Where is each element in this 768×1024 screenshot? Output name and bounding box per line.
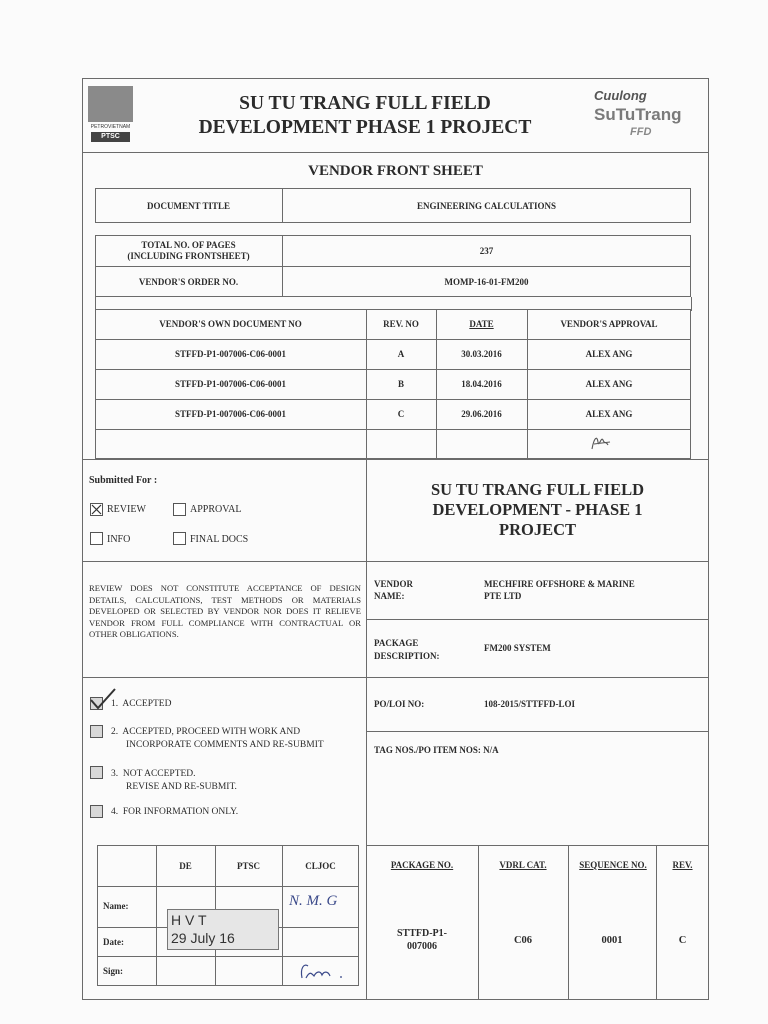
rev-header-approval: VENDOR'S APPROVAL (560, 319, 658, 329)
signoff-col-de: DE (179, 860, 192, 871)
project-title-line2: DEVELOPMENT PHASE 1 PROJECT (198, 117, 532, 138)
vendor-name-label: VENDOR NAME: (374, 579, 414, 601)
not-accepted-checkbox[interactable] (90, 766, 103, 779)
status-option-1: 1. ACCEPTED (111, 699, 172, 709)
petrovietnam-logo: PETROVIETNAM PTSC (88, 86, 133, 144)
final-docs-checkbox[interactable] (173, 532, 186, 545)
approval-option-label: APPROVAL (190, 504, 242, 515)
table-row-doc: STFFD-P1-007006-C06-0001 (175, 349, 286, 359)
project-title-line1: SU TU TRANG FULL FIELD (239, 93, 491, 114)
rev-header-date: DATE (469, 319, 494, 329)
table-row-approval: ALEX ANG (585, 409, 633, 419)
sequence-no-header: SEQUENCE NO. (579, 859, 647, 870)
signoff-row-name: Name: (103, 901, 129, 911)
table-row-doc: STFFD-P1-007006-C06-0001 (175, 409, 286, 419)
rev-header-rev: REV. NO (383, 319, 419, 329)
cljoc-name-signature: N. M. G (289, 893, 338, 909)
package-no-header: PACKAGE NO. (390, 860, 454, 870)
table-row-doc: STFFD-P1-007006-C06-0001 (175, 379, 286, 389)
stamp-name: H V T (171, 912, 207, 928)
table-row-date: 30.03.2016 (461, 349, 502, 359)
final-docs-option-label: FINAL DOCS (190, 534, 249, 545)
review-option-label: REVIEW (107, 504, 146, 515)
document-title-label: DOCUMENT TITLE (147, 200, 230, 211)
signoff-col-ptsc: PTSC (236, 860, 260, 871)
rev-header-doc: VENDOR'S OWN DOCUMENT NO (159, 319, 302, 329)
rev-value: C (678, 934, 687, 946)
status-option-3: 3. NOT ACCEPTED. REVISE AND RE-SUBMIT. (111, 769, 237, 792)
table-row-rev: C (397, 409, 405, 419)
submitted-for-label: Submitted For : (89, 475, 158, 486)
accepted-proceed-checkbox[interactable] (90, 725, 103, 738)
signoff-col-cljoc: CLJOC (305, 860, 336, 871)
po-loi-value: 108-2015/STTFFD-LOI (484, 699, 576, 709)
tag-nos-label: TAG NOS./PO ITEM NOS: N/A (374, 745, 499, 755)
info-option-label: INFO (107, 534, 131, 545)
project-title (150, 92, 580, 140)
table-row-date: 18.04.2016 (461, 379, 502, 389)
vdrl-cat-value: C06 (513, 934, 533, 946)
vdrl-cat-header: VDRL CAT. (499, 860, 547, 870)
order-no-value: MOMP-16-01-FM200 (444, 276, 529, 287)
sequence-value: 0001 (601, 934, 623, 946)
info-checkbox[interactable] (90, 532, 103, 545)
status-option-4: 4. FOR INFORMATION ONLY. (111, 807, 239, 817)
table-row-approval: ALEX ANG (585, 349, 633, 359)
stamp-date: 29 July 16 (171, 930, 235, 946)
total-pages-value: 237 (479, 246, 494, 256)
table-row-date: 29.06.2016 (461, 409, 502, 419)
review-checkbox[interactable] (90, 503, 103, 516)
for-information-checkbox[interactable] (90, 805, 103, 818)
rev-header: REV. (672, 860, 693, 870)
package-no-value: STTFD-P1- 007006 (397, 928, 447, 952)
project-box-title: SU TU TRANG FULL FIELD DEVELOPMENT - PHASE 1 PROJECT (430, 480, 645, 539)
header-divider (82, 152, 709, 153)
approval-stamp (167, 909, 279, 950)
order-no-label: VENDOR'S ORDER NO. (138, 276, 239, 287)
table-row-approval: ALEX ANG (585, 379, 633, 389)
sututrang-logo: Cuulong SuTuTrang FFD (594, 88, 682, 138)
status-option-2: 2. ACCEPTED, PROCEED WITH WORK AND INCORPORATE COMMENTS AND RE-SUBMIT (111, 727, 324, 750)
signoff-row-sign: Sign: (103, 966, 124, 976)
total-pages-label: TOTAL NO. OF PAGES (INCLUDING FRONTSHEET) (127, 240, 250, 261)
sheet-title: VENDOR FRONT SHEET (308, 162, 483, 179)
signoff-row-date: Date: (103, 937, 124, 947)
disclaimer-text: REVIEW DOES NOT CONSTITUTE ACCEPTANCE OF DESIGN DETAILS, CALCULATIONS, TEST METHODS OR MATERIALS DEVELOPED OR SELECTED BY VENDOR NOR DOES IT RELIEVE VENDOR FROM FULL COMPLIANCE WITH CONTRACTUAL OR OTHER OBLIGATIONS. (89, 583, 361, 640)
po-loi-label: PO/LOI NO: (374, 699, 425, 709)
approval-initials-signature (588, 432, 614, 454)
vendor-name-value: MECHFIRE OFFSHORE & MARINE PTE LTD (484, 579, 635, 601)
x-check-icon (91, 504, 102, 515)
approval-checkbox[interactable] (173, 503, 186, 516)
document-title-value: ENGINEERING CALCULATIONS (416, 200, 557, 211)
table-row-rev: B (397, 379, 404, 389)
table-row-rev: A (397, 349, 405, 359)
package-description-value: FM200 SYSTEM (484, 643, 551, 653)
cljoc-signature (296, 958, 354, 984)
package-description-label: PACKAGE DESCRIPTION: (374, 638, 440, 661)
